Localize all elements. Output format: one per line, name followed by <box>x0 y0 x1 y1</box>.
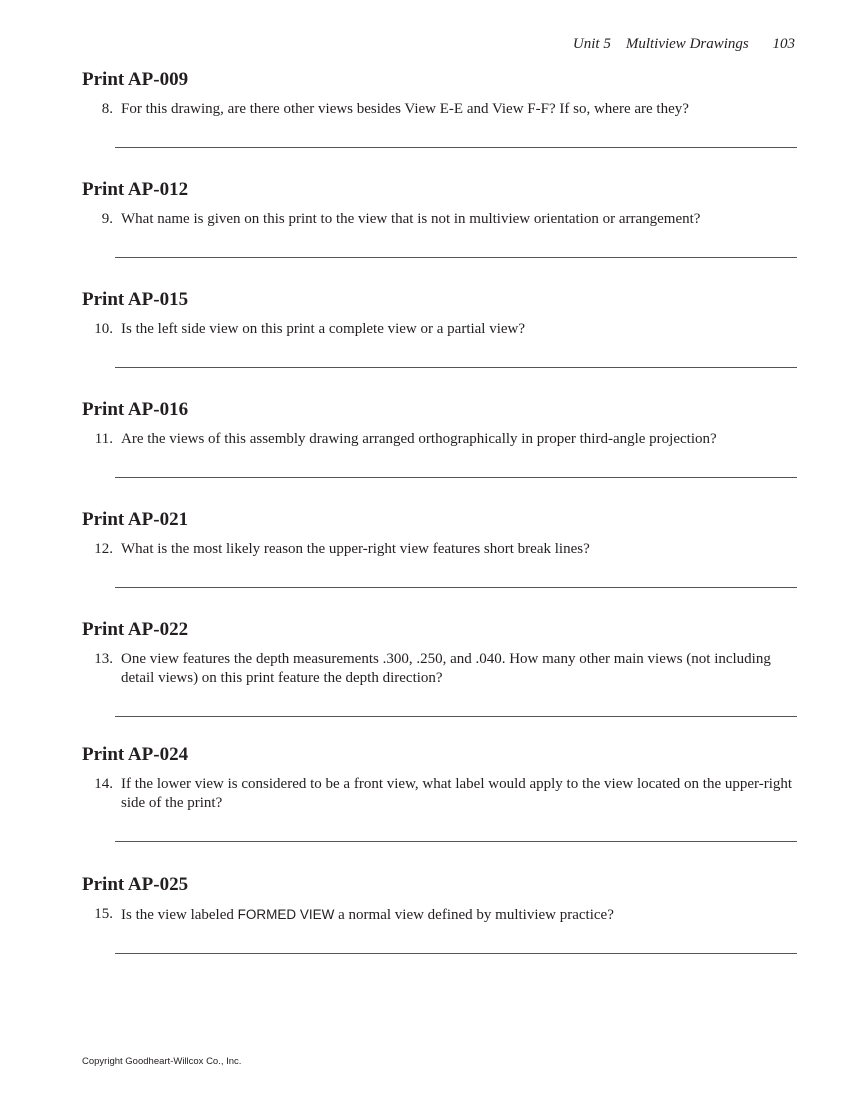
section-heading: Print AP-009 <box>82 69 189 90</box>
answer-line[interactable] <box>115 716 797 717</box>
question-number: 8. <box>101 101 113 117</box>
answer-line[interactable] <box>115 953 797 954</box>
question-number: 9. <box>101 211 113 227</box>
question-text <box>121 905 797 925</box>
question-section <box>82 744 797 842</box>
section-heading: Print AP-022 <box>82 619 189 640</box>
page-number: 103 <box>772 36 795 52</box>
question-text-part: Is the view labeled <box>121 907 238 923</box>
question-section <box>82 619 797 717</box>
section-heading: Print AP-024 <box>82 744 189 765</box>
unit-title: Multiview Drawings <box>625 36 749 52</box>
section-heading: Print AP-025 <box>82 874 189 895</box>
question-text: What is the most likely reason the upper-right view features short break lines? <box>121 541 590 557</box>
question-text: If the lower view is considered to be a front view, what label would apply to the view located on the upper-right side of the print? <box>121 776 793 811</box>
answer-line[interactable] <box>115 367 797 368</box>
answer-line[interactable] <box>115 257 797 258</box>
question-number: 13. <box>94 651 113 667</box>
question-text-part: a normal view defined by multiview practice? <box>334 907 614 923</box>
answer-line[interactable] <box>115 477 797 478</box>
question-text: Are the views of this assembly drawing arranged orthographically in proper third-angle projection? <box>121 431 717 447</box>
section-heading: Print AP-012 <box>82 179 189 200</box>
question-section <box>82 874 797 954</box>
view-label-callout: FORMED VIEW <box>237 907 335 922</box>
answer-line[interactable] <box>115 841 797 842</box>
question-number: 10. <box>94 321 113 337</box>
unit-label: Unit 5 <box>572 36 611 52</box>
question-text: For this drawing, are there other views besides View E-E and View F-F? If so, where are they? <box>121 101 689 117</box>
answer-line[interactable] <box>115 587 797 588</box>
running-header <box>573 36 795 53</box>
question-number: 12. <box>94 541 113 557</box>
question-text: One view features the depth measurements .300, .250, and .040. How many other main views (not including detail views) on this print feature the depth direction? <box>121 651 771 686</box>
question-number: 15. <box>94 906 113 922</box>
question-section <box>82 179 797 258</box>
question-text: Is the left side view on this print a complete view or a partial view? <box>121 321 526 337</box>
question-section <box>82 399 797 478</box>
question-section <box>82 289 797 368</box>
copyright-footer: Copyright Goodheart-Willcox Co., Inc. <box>82 1056 242 1067</box>
section-heading: Print AP-021 <box>82 509 189 530</box>
section-heading: Print AP-016 <box>82 399 189 420</box>
answer-line[interactable] <box>115 147 797 148</box>
question-section <box>82 509 797 588</box>
question-text: What name is given on this print to the view that is not in multiview orientation or arrangement? <box>121 211 701 227</box>
question-number: 11. <box>94 431 113 447</box>
section-heading: Print AP-015 <box>82 289 189 310</box>
question-section <box>82 69 797 148</box>
question-number: 14. <box>94 776 113 792</box>
